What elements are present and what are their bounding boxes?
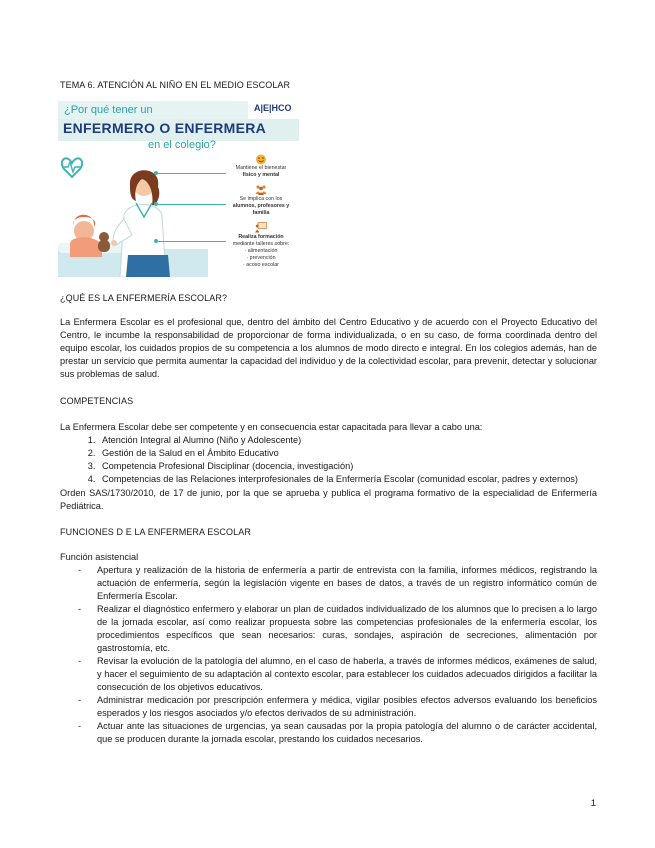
connector-dot-2	[154, 202, 158, 206]
list-item: - Actuar ante las situaciones de urgencias, ya sean causadas por la propia patología del alumno o de carácter accidental, que se producen durante la jornada escolar, prestando los cuidados necesarios.	[78, 721, 597, 744]
connector-line-3	[156, 241, 226, 242]
nurse-illustration	[58, 145, 228, 277]
benefit-2-line-2: alumnos, profesores y	[232, 203, 290, 209]
que-es-paragraph: La Enfermera Escolar es el profesional que, dentro del ámbito del Centro Educativo y de acuerdo con el Proyecto Educativo del Centro, le incumbe la responsabilidad de proporcionar de forma individualizada, o en su caso, de forma coordinada dentro del equipo escolar, los cuidados propios de su competencia a los alumnos de modo directo e integral. En los colegios además, han de prestar un servicio que permita aumentar la capacidad del individuo y de la colectividad escolar, para prevenir, detectar y solucionar sus problemas de salud.	[60, 317, 597, 379]
list-item: 2. Gestión de la Salud en el Ámbito Educativo	[98, 447, 635, 460]
connector-dot-3	[154, 239, 158, 243]
benefit-2-text	[226, 196, 296, 217]
list-item-text: Apertura y realización de la historia de enfermería a partir de entrevista con la familia, informes médicos, registrando la actuación de enfermería, según la legislación vigente en bases de datos, a través de un registro informático común de Enfermería Escolar.	[97, 565, 597, 601]
que-es-heading: ¿QUÉ ES LA ENFERMERÍA ESCOLAR?	[60, 293, 228, 303]
list-item: 4. Competencias de las Relaciones interprofesionales de la Enfermería Escolar (comunidad escolar, padres y externos)	[98, 473, 635, 486]
funcion-asistencial-subtitle: Función asistencial	[60, 552, 139, 562]
list-item: - Revisar la evolución de la patología del alumno, en el caso de haberla, a través de informes médicos, exámenes de salud, y hacer el seguimiento de su adaptación al contexto escolar, para establecer los cuidados adecuados dirigidos a facilitar la consecución de los objetivos educativos.	[78, 656, 597, 692]
connector-line-1	[156, 173, 226, 174]
page-number: 1	[590, 798, 596, 809]
list-item: - Administrar medicación por prescripción enfermera y médica, vigilar posibles efectos adversos evaluando los beneficios esperados y los riesgos asociados y/o efectos derivados de su administración.	[78, 695, 597, 718]
benefit-3-line-2: mediante talleres sobre:	[232, 241, 290, 247]
competencias-heading: COMPETENCIAS	[60, 396, 134, 406]
people-icon	[255, 184, 267, 195]
smiley-icon	[255, 154, 267, 165]
list-item-text: Administrar medicación por prescripción enfermera y médica, vigilar posibles efectos adversos evaluando los beneficios esperados y los riesgos asociados y/o efectos derivados de su administración.	[97, 695, 597, 718]
benefit-3-line-3: · alimentación	[244, 248, 278, 254]
list-item: 1. Atención Integral al Alumno (Niño y Adolescente)	[98, 434, 635, 447]
benefit-1-line-1: Mantiene el bienestar	[235, 165, 287, 171]
benefit-1-text	[226, 165, 296, 179]
list-item: - Apertura y realización de la historia de enfermería a partir de entrevista con la familia, informes médicos, registrando la actuación de enfermería, según la legislación vigente en bases de datos, a través de un registro informático común de Enfermería Escolar.	[78, 565, 597, 601]
competencias-list	[60, 434, 635, 486]
list-item: 3. Competencia Profesional Disciplinar (docencia, investigación)	[98, 460, 635, 473]
heart-pulse-icon	[62, 158, 82, 177]
aehco-logo: A|E|HCO	[254, 103, 292, 113]
question-line-2: ENFERMERO O ENFERMERA	[63, 120, 267, 136]
question-line-3: en el colegio?	[148, 139, 216, 151]
list-item: - Realizar el diagnóstico enfermero y elaborar un plan de cuidados individualizado de los alumnos que lo precisen a lo largo de la jornada escolar, así como realizar propuesta sobre las competencias profesionales de la enfermería escolar, los procedimientos específicos que sean necesarios: curas, sondajes, aspiración de secreciones, alimentación por gastrostomía, etc.	[78, 604, 597, 653]
connector-dot-1	[154, 171, 158, 175]
list-item-text: Realizar el diagnóstico enfermero y elaborar un plan de cuidados individualizado de los alumnos que lo precisen a lo largo de la jornada escolar, así como realizar propuesta sobre las competencias profesionales de la enfermería escolar, los procedimientos específicos que sean necesarios: curas, sondajes, aspiración de secreciones, alimentación por gastrostomía, etc.	[97, 604, 597, 653]
tema-heading: TEMA 6. ATENCIÓN AL NIÑO EN EL MEDIO ESCOLAR	[60, 80, 291, 90]
benefit-3-line-1: Realiza formación	[238, 234, 284, 240]
list-item-text: Revisar la evolución de la patología del alumno, en el caso de haberla, a través de informes médicos, exámenes de salud, y hacer el seguimiento de su adaptación al contexto escolar, para establecer los cuidados adecuados dirigidos a facilitar la consecución de los objetivos educativos.	[97, 656, 597, 692]
benefit-1-line-2: físico y mental	[242, 172, 280, 178]
orden-reference: Orden SAS/1730/2010, de 17 de junio, por la que se aprueba y publica el programa formativo de la especialidad de Enfermería Pediátrica.	[60, 488, 597, 511]
benefit-3-text	[226, 234, 296, 269]
connector-line-2	[156, 204, 226, 205]
teaching-icon	[255, 222, 267, 233]
funciones-heading: FUNCIONES D E LA ENFERMERA ESCOLAR	[60, 527, 251, 537]
list-item-text: Actuar ante las situaciones de urgencias, ya sean causadas por la propia patología del alumno o de carácter accidental, que se producen durante la jornada escolar, prestando los cuidados necesarios.	[97, 721, 597, 744]
infographic	[58, 101, 299, 277]
question-line-1: ¿Por qué tener un	[64, 104, 153, 116]
benefit-3-line-4: · prevención	[246, 255, 276, 261]
funciones-list	[60, 564, 597, 746]
benefit-2-line-1: Se implica con los	[239, 196, 283, 202]
benefit-2-line-3: familia	[252, 210, 270, 216]
benefit-3-line-5: · acoso escolar	[243, 262, 279, 268]
competencias-intro: La Enfermera Escolar debe ser competente y en consecuencia estar capacitada para llevar a cabo una:	[60, 422, 483, 432]
